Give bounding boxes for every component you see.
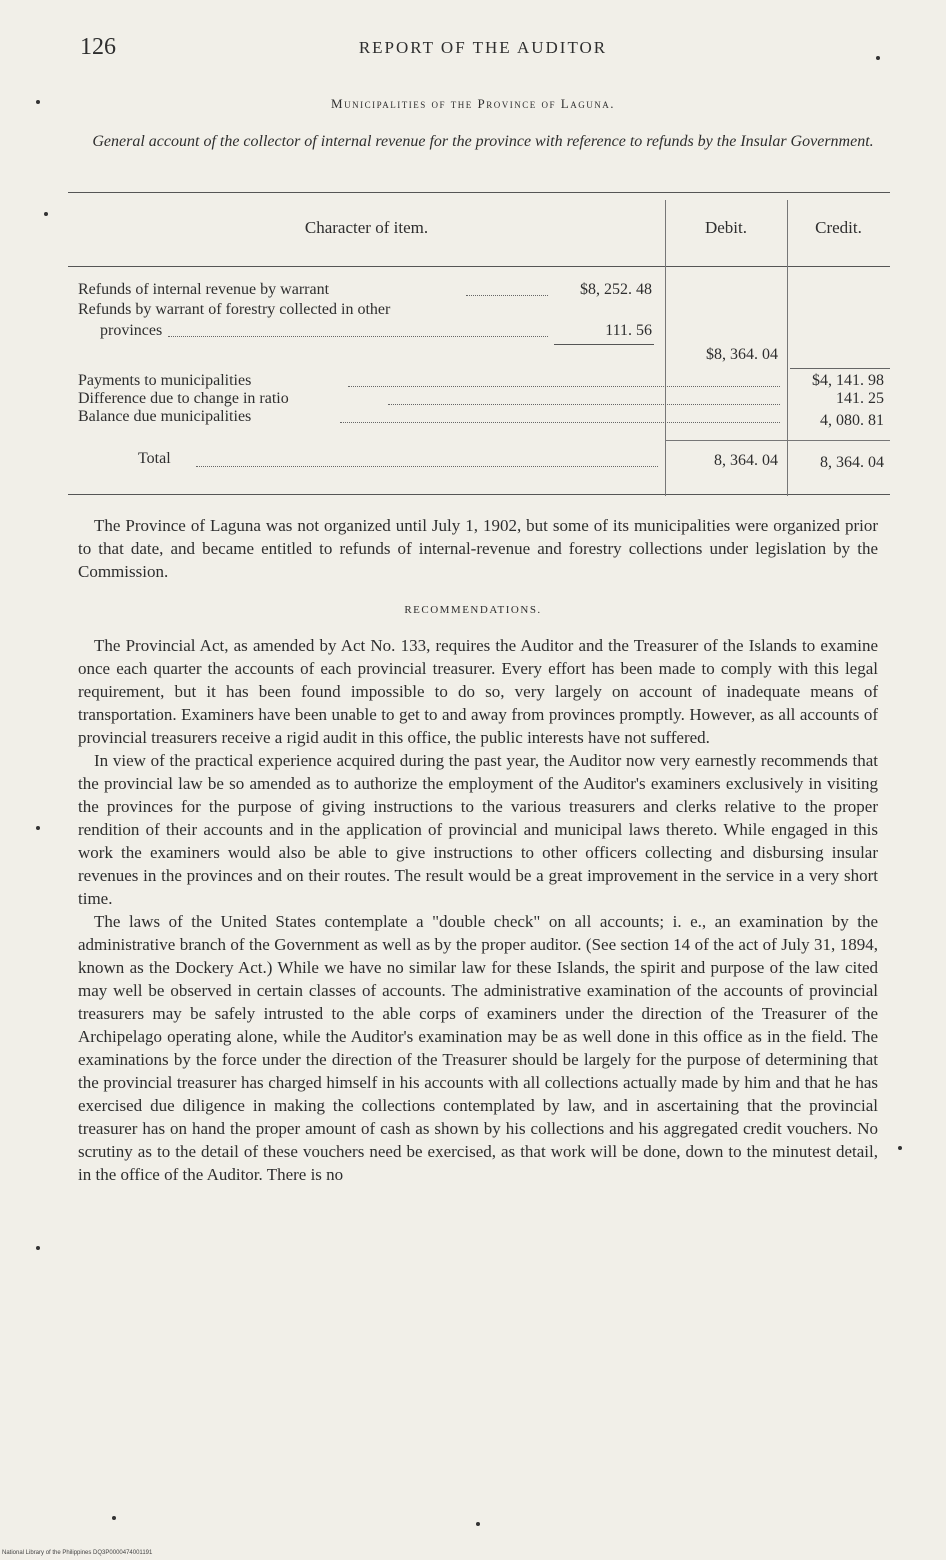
table-top-rule	[68, 192, 890, 193]
row-forestry-label: Refunds by warrant of forestry collected in other	[78, 301, 391, 318]
row-provinces-label: provinces	[100, 322, 163, 339]
leader-dots	[388, 404, 780, 405]
column-header-item: Character of item.	[304, 218, 429, 237]
total-credit: 8, 364. 04	[820, 454, 884, 471]
paragraph-view-of-experience: In view of the practical experience acquired during the past year, the Auditor now very earnestly recommends that the provincial law be so amended as to authorize the employment of the Auditor's examiners exclusively in visiting the provinces for the purpose of giving instructions to the various treasurers and clerks relative to the proper rendition of their accounts and in the application of provincial and municipal laws thereto. While engaged in this work the examiners would also be able to give instructions to other officers collecting and disbursing insular revenues in the provinces and on their routes. The result would be a great improvement in the service in a very short time.	[78, 751, 878, 908]
row-payments-label: Payments to municipalities	[78, 372, 252, 389]
ledger-table	[68, 192, 890, 498]
scan-speck	[112, 1516, 116, 1520]
leader-dots	[348, 386, 780, 387]
header-rule	[68, 266, 890, 267]
paragraph-double-check: The laws of the United States contemplate a "double check" on all accounts; i. e., an examination by the administrative branch of the Government as well as by the proper auditor. (See section 14 of the act of July 31, 1894, known as the Dockery Act.) While we have no similar law for these Islands, the spirit and purpose of the law cited may well be observed in certain classes of accounts. The administrative examination of the accounts of provincial treasurers may be safely intrusted to the able corps of examiners under the direction of the Treasurer of the Archipelago operating alone, while the Auditor's examination may be as well done in this office as in the field. The examinations by the force under the direction of the Treasurer should be largely for the purpose of determining that the provincial treasurer has charged himself in his accounts with all collections actually made by him and that he has exercised due diligence in making the collections contemplated by law, and in ascertaining that the provincial treasurer has on hand the proper amount of cash as shown by his collections and his aggregated credit vouchers. No scrutiny as to the detail of these vouchers need be exercised, as that work will be done, down to the minutest detail, in the office of the Auditor. There is no	[78, 912, 878, 1184]
recommendations-body	[78, 634, 878, 1186]
row-balance-credit: 4, 080. 81	[820, 412, 884, 429]
debit-subtotal: $8, 364. 04	[706, 346, 778, 363]
subtotal-rule	[554, 344, 654, 345]
row-refunds-warrant-label: Refunds of internal revenue by warrant	[78, 281, 330, 298]
table-bottom-rule	[68, 494, 890, 495]
scan-speck	[36, 100, 40, 104]
paragraph-provincial-act: The Provincial Act, as amended by Act No. 133, requires the Auditor and the Treasurer of the Islands to examine once each quarter the accounts of each provincial treasurer. Every effort has been made to comply with this legal requirement, but it has been found impossible to do so, very largely on account of inadequate means of transportation. Examiners have been unable to get to and away from provinces promptly. However, as all accounts of provincial treasurers receive a rigid audit in this office, the public interests have not suffered.	[78, 636, 878, 747]
table-subtitle: General account of the collector of internal revenue for the province with reference to refunds by the Insular Government.	[92, 133, 874, 150]
scan-speck	[898, 1146, 902, 1150]
table-heading: Municipalities of the Province of Laguna.	[331, 96, 615, 111]
scan-speck	[476, 1522, 480, 1526]
leader-dots	[196, 466, 658, 467]
row-difference-credit: 141. 25	[836, 390, 884, 407]
total-debit: 8, 364. 04	[714, 452, 778, 469]
total-label: Total	[138, 450, 171, 467]
debit-column-divider	[665, 200, 666, 496]
credit-rule	[790, 368, 890, 369]
scan-speck	[36, 826, 40, 830]
recommendations-heading: RECOMMENDATIONS.	[404, 604, 542, 616]
intro-paragraph-block	[78, 514, 878, 583]
leader-dots	[340, 422, 780, 423]
scan-speck	[876, 56, 880, 60]
row-payments-credit: $4, 141. 98	[812, 372, 884, 389]
scan-footer: National Library of the Philippines DQ3P0000474001191	[2, 1550, 153, 1556]
row-balance-label: Balance due municipalities	[78, 408, 252, 425]
column-header-credit: Credit.	[815, 218, 862, 237]
row-refunds-warrant-amount: $8, 252. 48	[580, 281, 652, 298]
leader-dots	[168, 336, 548, 337]
credit-column-divider	[787, 200, 788, 496]
total-rule	[666, 440, 890, 441]
paragraph-laguna: The Province of Laguna was not organized until July 1, 1902, but some of its municipalities were organized prior to that date, and became entitled to refunds of internal-revenue and forestry collections under legislation by the Commission.	[78, 516, 878, 581]
page-number: 126	[80, 34, 116, 60]
scan-speck	[44, 212, 48, 216]
scan-speck	[36, 1246, 40, 1250]
row-provinces-amount: 111. 56	[605, 322, 652, 339]
column-header-debit: Debit.	[704, 218, 748, 237]
leader-dots	[466, 295, 548, 296]
row-difference-label: Difference due to change in ratio	[78, 390, 289, 407]
running-title: REPORT OF THE AUDITOR	[358, 38, 608, 57]
page-header	[80, 34, 886, 64]
